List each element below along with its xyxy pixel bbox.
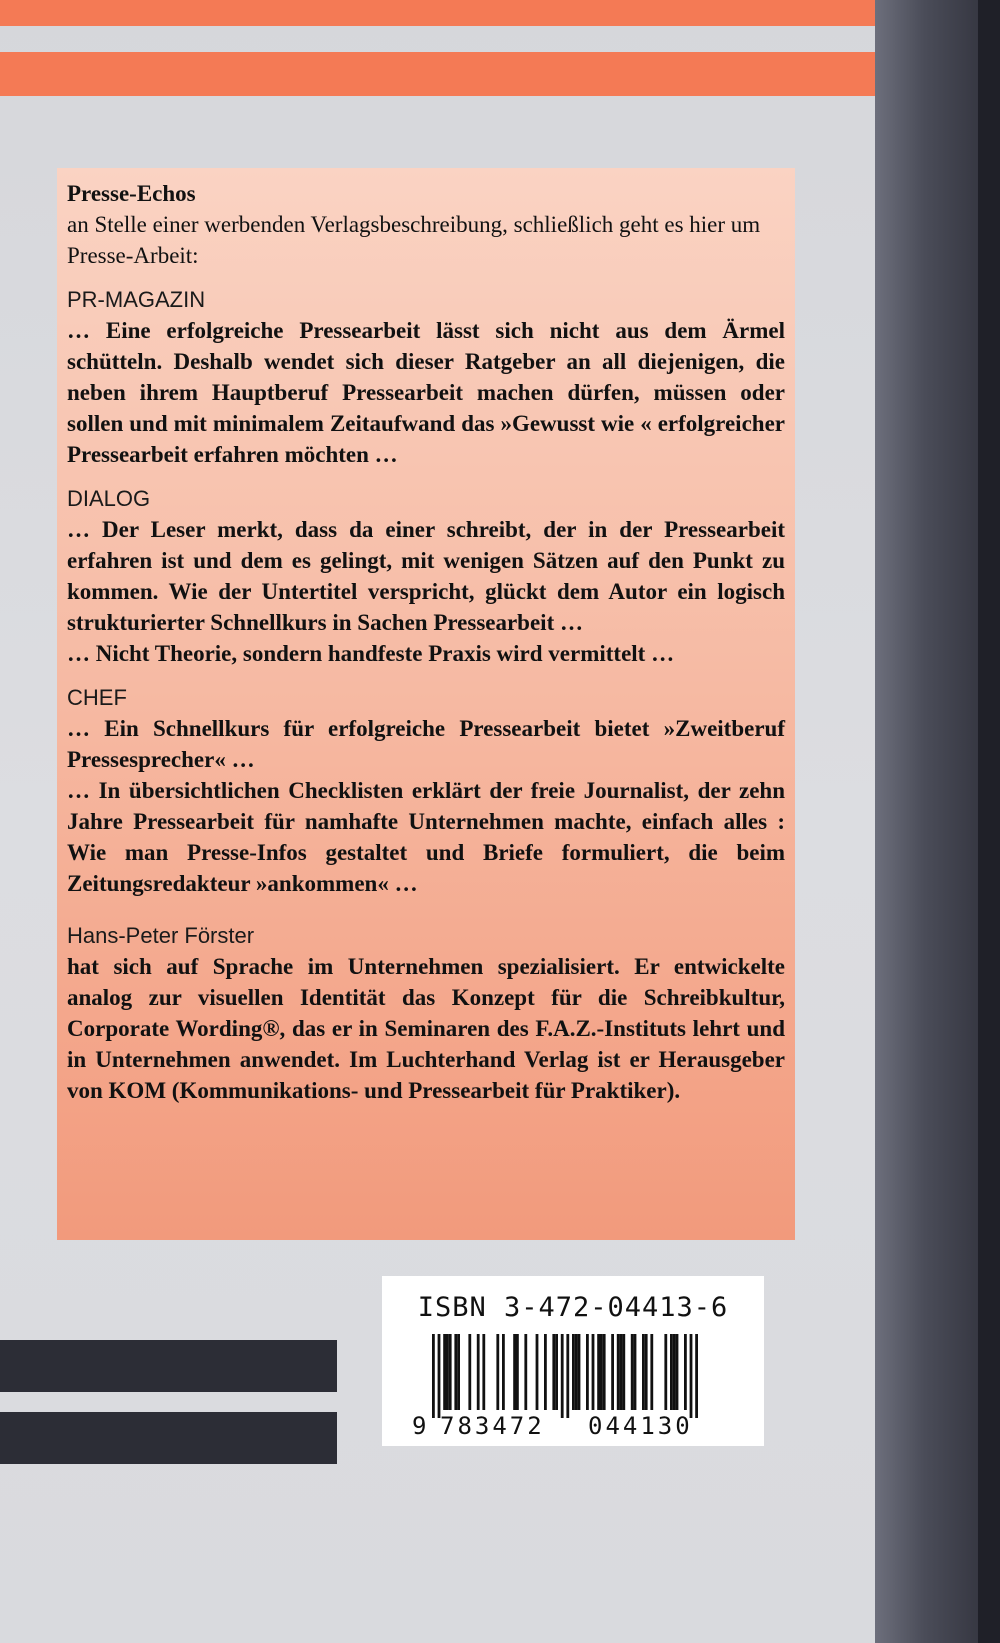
barcode-bar xyxy=(575,1334,578,1410)
barcode-bar xyxy=(446,1334,449,1410)
barcode-bar xyxy=(555,1334,558,1410)
barcode-bar xyxy=(695,1334,698,1418)
ean-barcode xyxy=(410,1334,736,1438)
section-paragraph: … Der Leser merkt, dass da einer schreibt, der in der Pressearbeit erfahren ist und dem es gelingt, mit wenigen Sätzen auf den Punkt zu kommen. Wie der Untertitel verspricht, glückt dem Autor ein logisch strukturierter Schnellkurs in Sachen Pressearbeit … xyxy=(67,517,785,635)
barcode-bar xyxy=(631,1334,634,1410)
ean-right-group: 044130 xyxy=(588,1412,693,1438)
barcode-bar xyxy=(592,1334,595,1410)
barcode-bar xyxy=(513,1334,516,1410)
barcode-bar xyxy=(670,1334,673,1410)
top-orange-stripe-thin xyxy=(0,0,875,26)
author-section xyxy=(67,921,785,1106)
barcode-bar xyxy=(457,1334,460,1410)
barcode-bar xyxy=(597,1334,600,1410)
barcode-bar xyxy=(586,1334,589,1410)
section-paragraph: … Eine erfolgreiche Pressearbeit lässt sich nicht aus dem Ärmel schütteln. Deshalb wendet sich dieser Ratgeber an all diejenigen, die neben ihrem Hauptberuf Pressearbeit machen dürfen, müssen oder sollen und mit minimalem Zeitaufwand das »Gewusst wie « erfolgreicher Pressearbeit erfahren möchten … xyxy=(67,318,785,467)
barcode-bar xyxy=(566,1334,569,1418)
barcode-bar xyxy=(622,1334,625,1410)
left-dark-bar-lower xyxy=(0,1412,337,1464)
barcode-bar xyxy=(684,1334,687,1410)
barcode-bar xyxy=(603,1334,606,1410)
barcode-bar xyxy=(438,1334,441,1418)
barcode-bar xyxy=(432,1334,435,1418)
section-paragraph: … Ein Schnellkurs für erfolgreiche Pressearbeit bietet »Zweitberuf Pressesprecher« … xyxy=(67,716,785,772)
section-paragraph: … Nicht Theorie, sondern handfeste Praxis wird vermittelt … xyxy=(67,641,675,666)
review-section-chef xyxy=(67,683,785,899)
barcode-bar xyxy=(468,1334,471,1410)
barcode-bar xyxy=(676,1334,679,1410)
barcode-bar xyxy=(443,1334,446,1410)
review-section-pr-magazin xyxy=(67,285,785,470)
barcode-bar xyxy=(536,1334,539,1410)
top-orange-stripe-thick xyxy=(0,52,875,96)
ean-first-digit: 9 xyxy=(412,1412,427,1438)
ean-left-group: 783472 xyxy=(440,1412,545,1438)
section-paragraph: … In übersichtlichen Checklisten erklärt der freie Journalist, der zehn Jahre Pressearbeit für namhafte Unternehmen machte, einfach alles : Wie man Presse-Infos gestaltet und Briefe formuliert, die beim Zeitungsredakteur »ankommen« … xyxy=(67,778,785,896)
barcode-bar xyxy=(544,1334,547,1410)
left-dark-bar-upper xyxy=(0,1340,337,1392)
barcode-bar xyxy=(477,1334,480,1410)
barcode-bar xyxy=(552,1334,555,1410)
barcode-bar xyxy=(664,1334,667,1410)
barcode-bar xyxy=(645,1334,648,1410)
barcode-bar xyxy=(454,1334,457,1410)
right-edge-shadow xyxy=(978,0,1000,1643)
barcode-bar xyxy=(617,1334,620,1410)
barcode-bar xyxy=(650,1334,653,1410)
barcode-bar xyxy=(496,1334,499,1410)
barcode-bar xyxy=(516,1334,519,1410)
intro-text: an Stelle einer werbenden Verlagsbeschreibung, schließlich geht es hier um Presse-Arbeit: xyxy=(67,212,761,268)
intro-title: Presse-Echos xyxy=(67,181,196,206)
review-section-dialog xyxy=(67,484,785,669)
barcode-bar xyxy=(524,1334,527,1410)
barcode-bar xyxy=(449,1334,452,1410)
barcode-bar xyxy=(673,1334,676,1410)
barcode-bar xyxy=(634,1334,637,1410)
section-heading: DIALOG xyxy=(67,486,151,511)
barcode-bar xyxy=(620,1334,623,1410)
barcode-bar xyxy=(482,1334,485,1410)
author-bio: hat sich auf Sprache im Unternehmen spezialisiert. Er entwickelte analog zur visuellen Identität das Konzept für die Schreibkultur, Corporate Wording®, das er in Seminaren des F.A.Z.-Instituts lehrt und in Unternehmen anwendet. Im Luchterhand Verlag ist er Herausgeber von KOM (Kommunikations- und Pressearbeit für Praktiker). xyxy=(67,954,785,1103)
barcode-bar xyxy=(578,1334,581,1410)
text-panel xyxy=(57,168,795,1240)
barcode-bar xyxy=(600,1334,603,1410)
barcode-bars xyxy=(432,1334,698,1418)
barcode-bar xyxy=(611,1334,614,1410)
barcode-bar xyxy=(572,1334,575,1410)
author-name: Hans-Peter Förster xyxy=(67,923,255,948)
barcode-bar xyxy=(561,1334,564,1418)
isbn-label: ISBN 3-472-04413-6 xyxy=(417,1292,729,1323)
barcode-bar xyxy=(642,1334,645,1410)
barcode-box xyxy=(382,1276,764,1446)
section-heading: CHEF xyxy=(67,685,127,710)
section-heading: PR-MAGAZIN xyxy=(67,287,206,312)
barcode-bar xyxy=(502,1334,505,1410)
barcode-bar xyxy=(690,1334,693,1418)
